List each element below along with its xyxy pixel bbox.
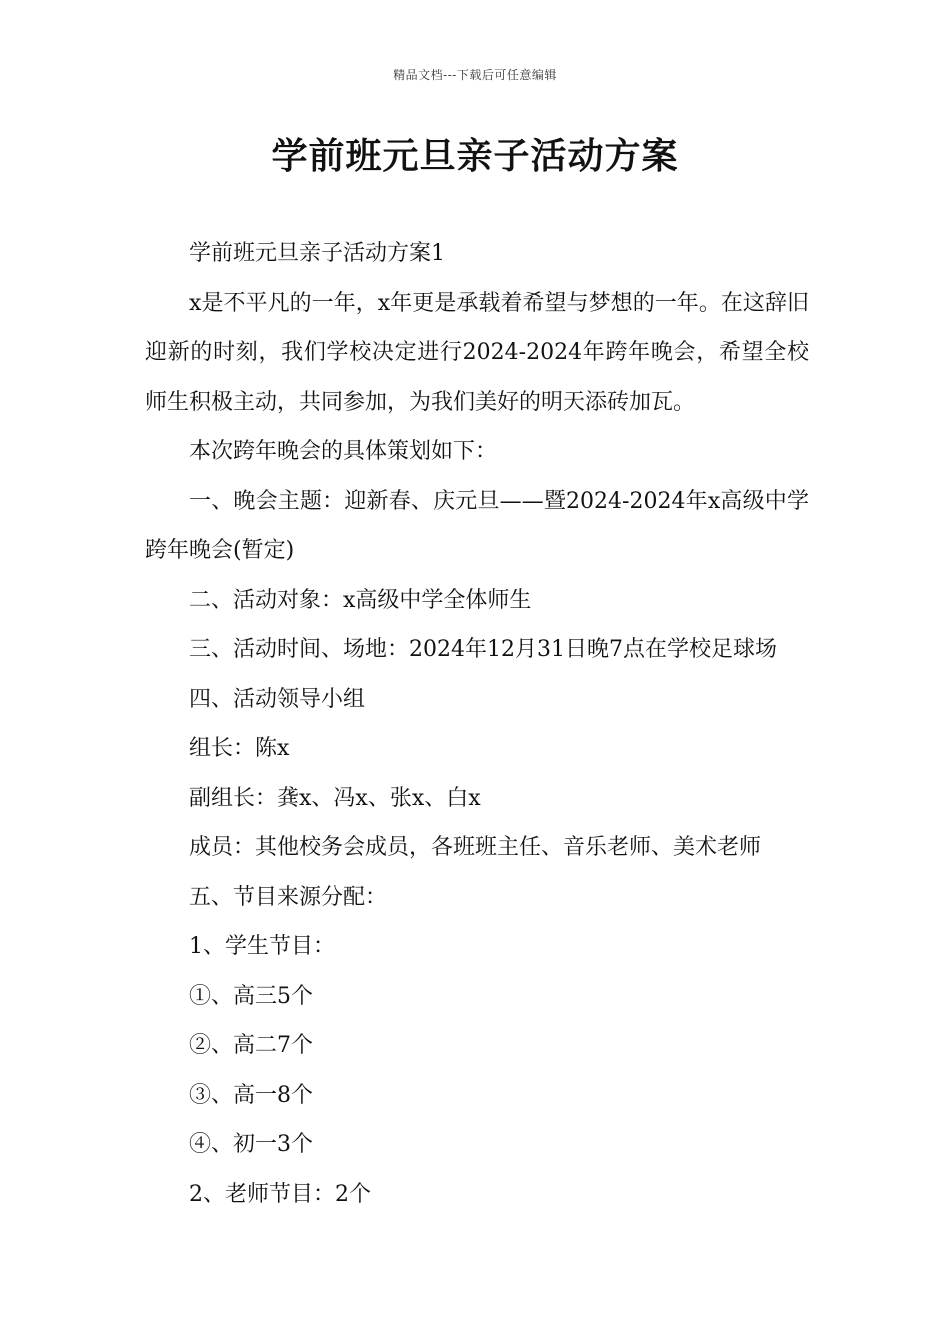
document-body	[145, 229, 809, 1219]
paragraph-teacher-programs: 2、老师节目：2个	[189, 1181, 371, 1207]
paragraph-plan-intro: 本次跨年晚会的具体策划如下：	[189, 439, 498, 464]
paragraph-theme: 一、晚会主题：迎新春、庆元旦——暨2024-2024年x高级中学跨年晚会(暂定)	[145, 488, 809, 563]
document-title: 学前班元旦亲子活动方案	[271, 135, 679, 177]
paragraph-time-venue: 三、活动时间、场地：2024年12月31日晚7点在学校足球场	[189, 637, 777, 662]
paragraph-deputy-leaders: 副组长：龚x、冯x、张x、白x	[189, 785, 481, 811]
paragraph-audience: 二、活动对象：x高级中学全体师生	[189, 587, 532, 613]
paragraph-program-allocation: 五、节目来源分配：	[189, 884, 388, 910]
list-item-junior-one: ④、初一3个	[189, 1132, 313, 1157]
paragraph-intro: x是不平凡的一年，x年更是承载着希望与梦想的一年。在这辞旧迎新的时刻，我们学校决定进行2024-2024年跨年晚会，希望全校师生积极主动，共同参加，为我们美好的明天添砖加瓦。	[145, 290, 809, 415]
paragraph-subtitle: 学前班元旦亲子活动方案1	[189, 241, 445, 266]
paragraph-leadership: 四、活动领导小组	[189, 686, 366, 712]
list-item-senior-two: ②、高二7个	[189, 1033, 313, 1058]
header-note: 精品文档---下载后可任意编辑	[393, 68, 557, 82]
list-item-senior-one: ③、高一8个	[189, 1082, 313, 1108]
paragraph-student-programs: 1、学生节目：	[189, 934, 335, 959]
paragraph-members: 成员：其他校务会成员，各班班主任、音乐老师、美术老师	[189, 835, 762, 860]
paragraph-leader: 组长：陈x	[189, 736, 290, 761]
list-item-senior-three: ①、高三5个	[189, 983, 313, 1009]
